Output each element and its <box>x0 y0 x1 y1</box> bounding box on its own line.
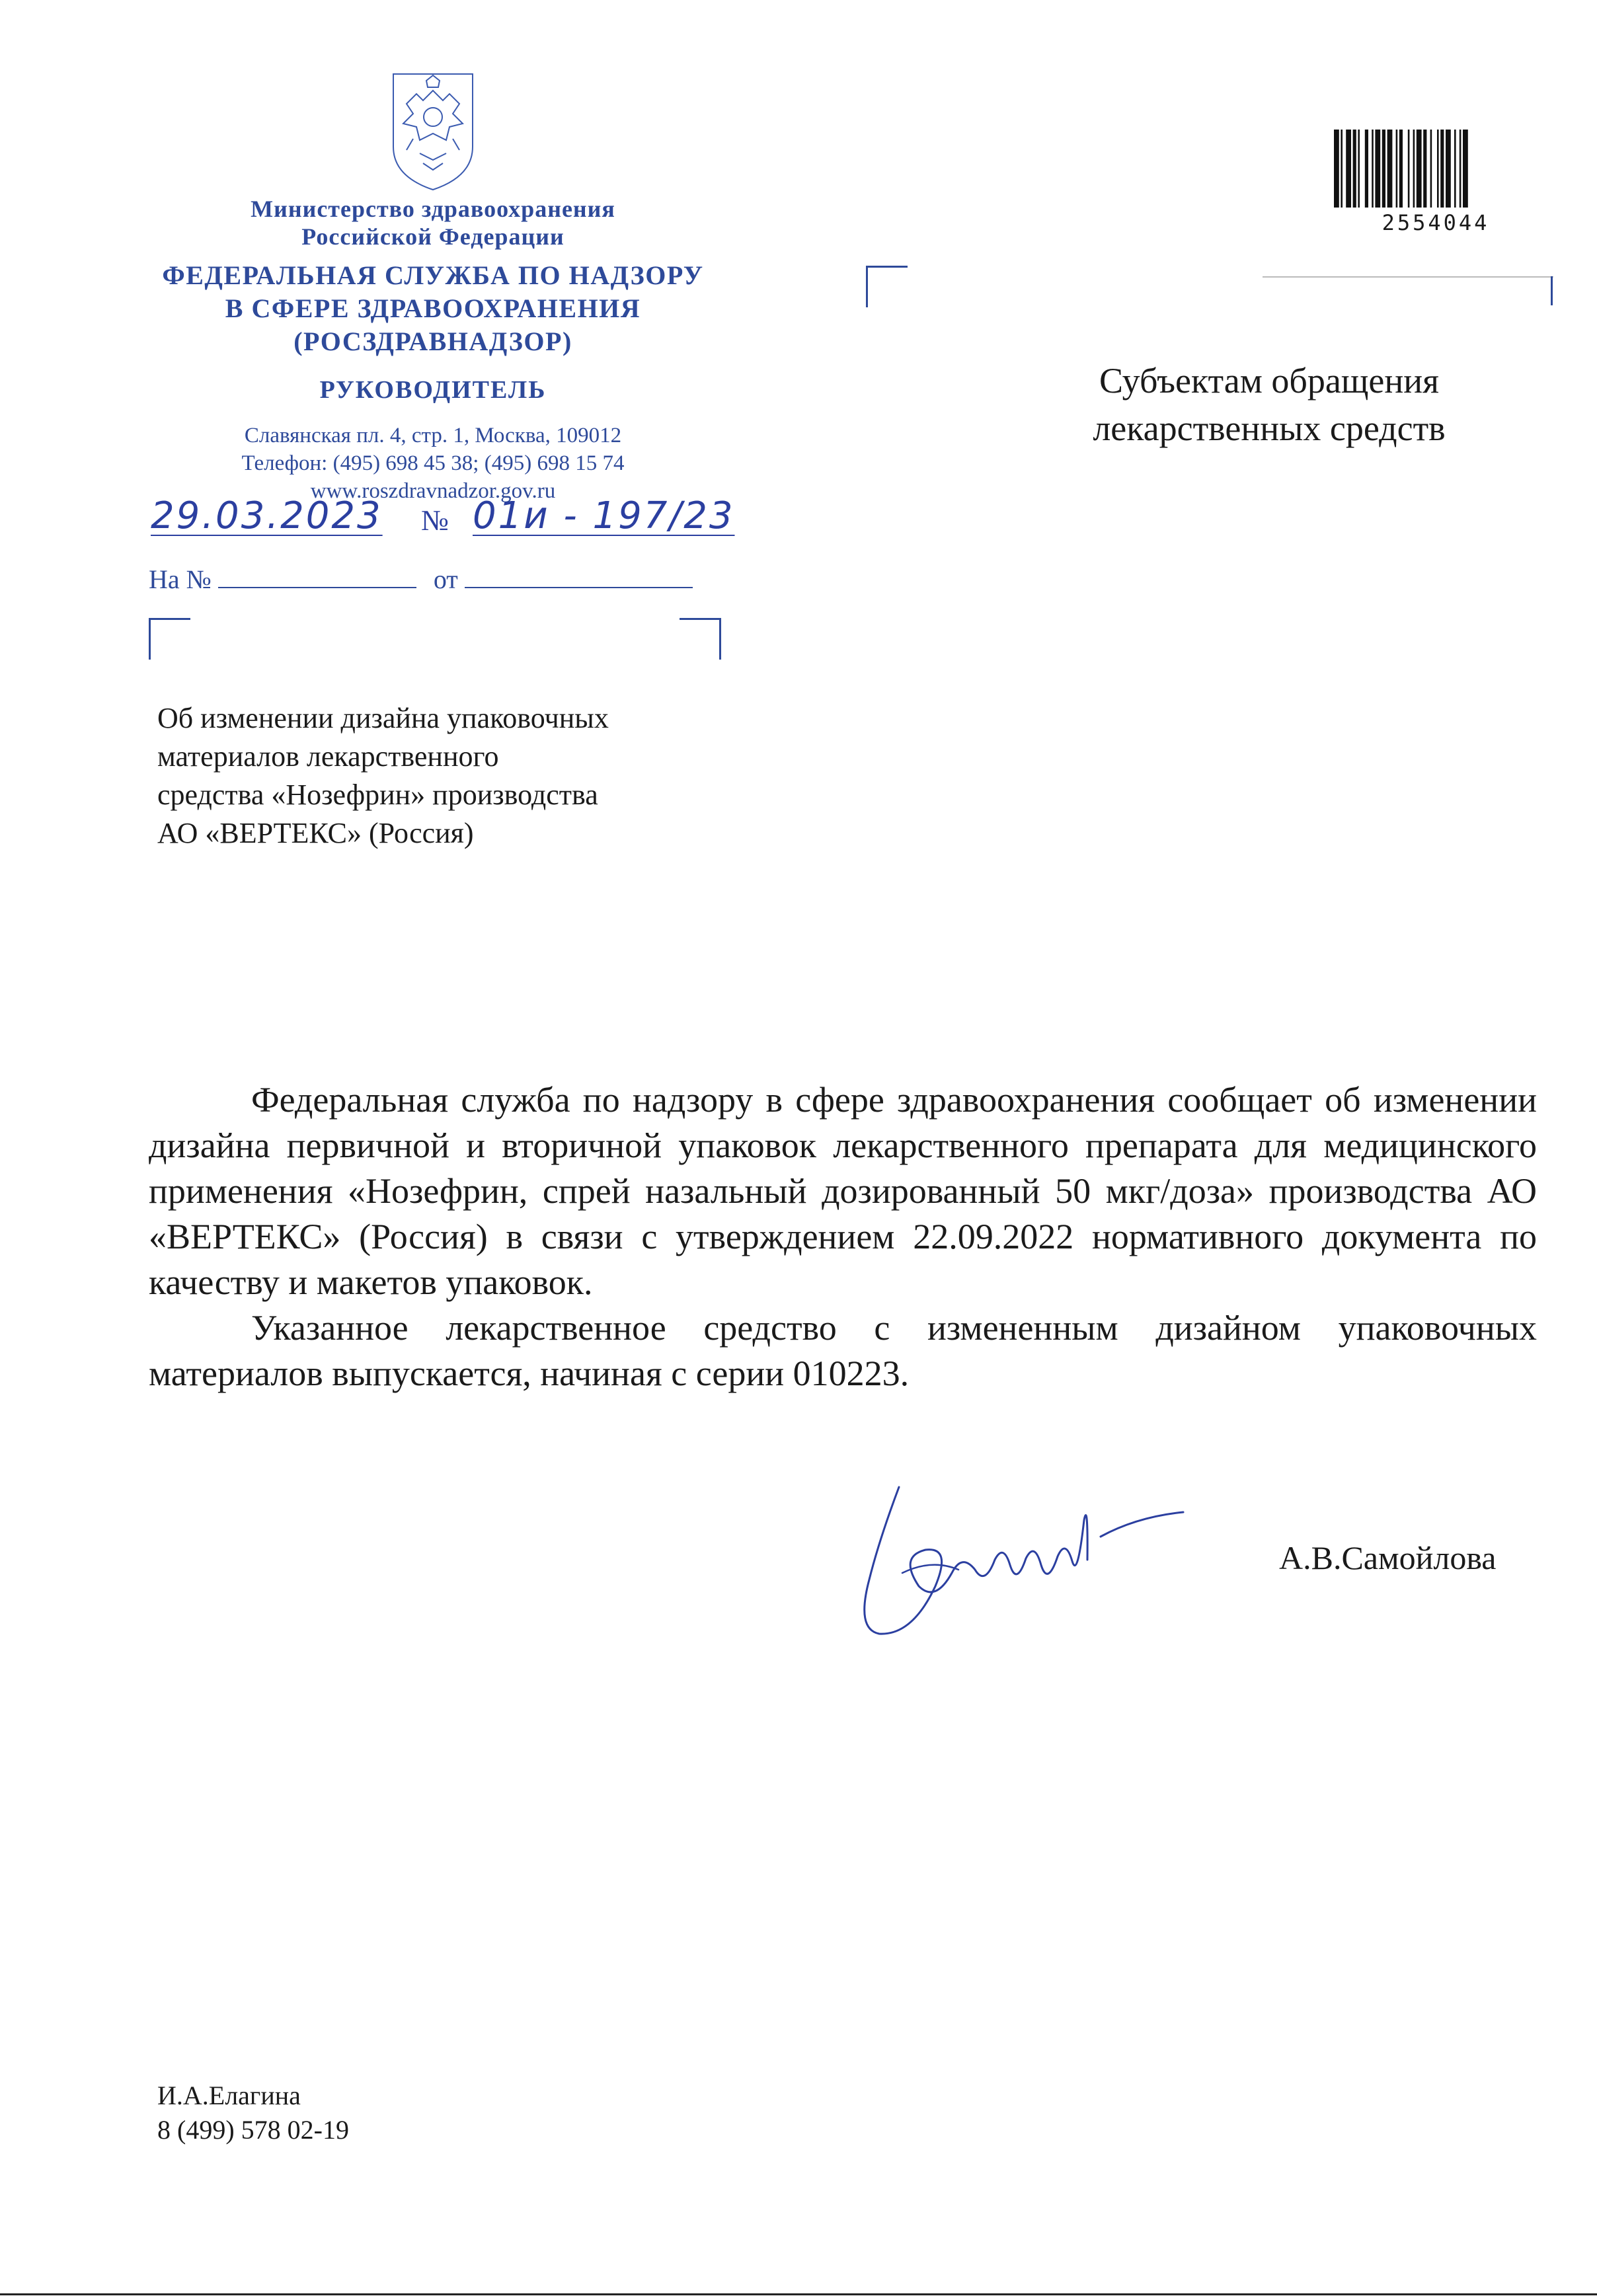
phone: Телефон: (495) 698 45 38; (495) 698 15 74 <box>241 451 625 475</box>
subject-line-1: Об изменении дизайна упаковочных <box>157 702 609 734</box>
barcode-bar <box>1463 130 1468 208</box>
subject-line-2: материалов лекарственного <box>157 740 499 773</box>
reference-date-blank <box>465 563 693 588</box>
signer-name: А.В.Самойлова <box>1279 1539 1497 1576</box>
barcode-bar <box>1396 130 1398 208</box>
address-corner-right <box>1551 276 1553 305</box>
barcode-number: 2554044 <box>1382 210 1490 235</box>
service-line-3: (РОСЗДРАВНАДЗОР) <box>293 326 572 356</box>
barcode-bar <box>1454 130 1456 208</box>
registration-number: 01и - 197/23 <box>473 494 735 537</box>
barcode-bar <box>1460 130 1461 208</box>
barcode-bar <box>1365 130 1368 208</box>
recipient-line-2: лекарственных средств <box>1093 408 1446 448</box>
address: Славянская пл. 4, стр. 1, Москва, 109012 <box>244 424 622 447</box>
barcode-bar <box>1341 130 1343 208</box>
letter-subject <box>157 699 726 853</box>
barcode-bar <box>1437 130 1439 208</box>
barcode-bar <box>1382 130 1385 208</box>
subject-corner-right <box>680 618 721 660</box>
service-line-1: ФЕДЕРАЛЬНАЯ СЛУЖБА ПО НАДЗОРУ <box>162 260 704 290</box>
letter-body <box>149 1077 1537 1397</box>
address-corner-left <box>866 266 908 307</box>
barcode-rule <box>1263 276 1553 278</box>
barcode-bar <box>1423 130 1426 208</box>
registration-date: 29.03.2023 <box>151 494 383 537</box>
service-name <box>119 259 747 358</box>
subject-line-3: средства «Нозефрин» производства <box>157 779 598 811</box>
service-line-2: В СФЕРЕ ЗДРАВООХРАНЕНИЯ <box>225 293 641 323</box>
website: www.roszdravnadzor.gov.ru <box>310 479 556 503</box>
reference-from: от <box>433 564 458 594</box>
coat-of-arms-icon <box>380 61 486 193</box>
barcode-bar <box>1334 130 1339 208</box>
subject-corner-left <box>149 618 190 660</box>
barcode-icon <box>1334 130 1538 215</box>
barcode-bar <box>1387 130 1393 208</box>
reference-line <box>149 563 693 595</box>
ministry-line-1: Министерство здравоохранения <box>251 196 615 222</box>
barcode-bar <box>1353 130 1356 208</box>
contact-block <box>119 422 747 505</box>
barcode-bar <box>1375 130 1380 208</box>
executor-phone: 8 (499) 578 02-19 <box>157 2115 349 2145</box>
executor-contact <box>157 2079 349 2147</box>
executor-name: И.А.Елагина <box>157 2081 301 2110</box>
ministry-name <box>119 195 747 250</box>
handwritten-signature <box>853 1480 1249 1646</box>
page-bottom-edge <box>0 2293 1597 2295</box>
barcode-bar <box>1417 130 1422 208</box>
recipient-line-1: Субъектам обращения <box>1099 361 1440 401</box>
position-title: РУКОВОДИТЕЛЬ <box>319 376 547 404</box>
barcode-bar <box>1346 130 1351 208</box>
body-paragraph-1: Федеральная служба по надзору в сфере здравоохранения сообщает об изменении дизайна первичной и вторичной упаковок лекарственного препарата для медицинского применения «Нозефрин, спрей назальный дозированный 50 мкг/доза» производства АО «ВЕРТЕКС» (Россия) в связи с утверждением 22.09.2022 нормативного документа по качеству и макетов упаковок. <box>149 1080 1537 1302</box>
subject-line-4: АО «ВЕРТЕКС» (Россия) <box>157 817 474 849</box>
barcode-bar <box>1399 130 1403 208</box>
barcode-bar <box>1430 130 1432 208</box>
reference-prefix: На № <box>149 564 212 594</box>
reference-number-blank <box>218 563 416 588</box>
barcode-bar <box>1440 130 1444 208</box>
barcode-bar <box>1408 130 1410 208</box>
barcode-bar <box>1358 130 1360 208</box>
body-paragraph-2: Указанное лекарственное средство с измененным дизайном упаковочных материалов выпускается, начиная с серии 010223. <box>149 1308 1537 1393</box>
barcode-bar <box>1372 130 1374 208</box>
number-sign: № <box>421 504 449 537</box>
ministry-line-2: Российской Федерации <box>301 223 565 250</box>
barcode-bar <box>1413 130 1415 208</box>
barcode-bar <box>1446 130 1451 208</box>
recipient <box>972 357 1567 452</box>
